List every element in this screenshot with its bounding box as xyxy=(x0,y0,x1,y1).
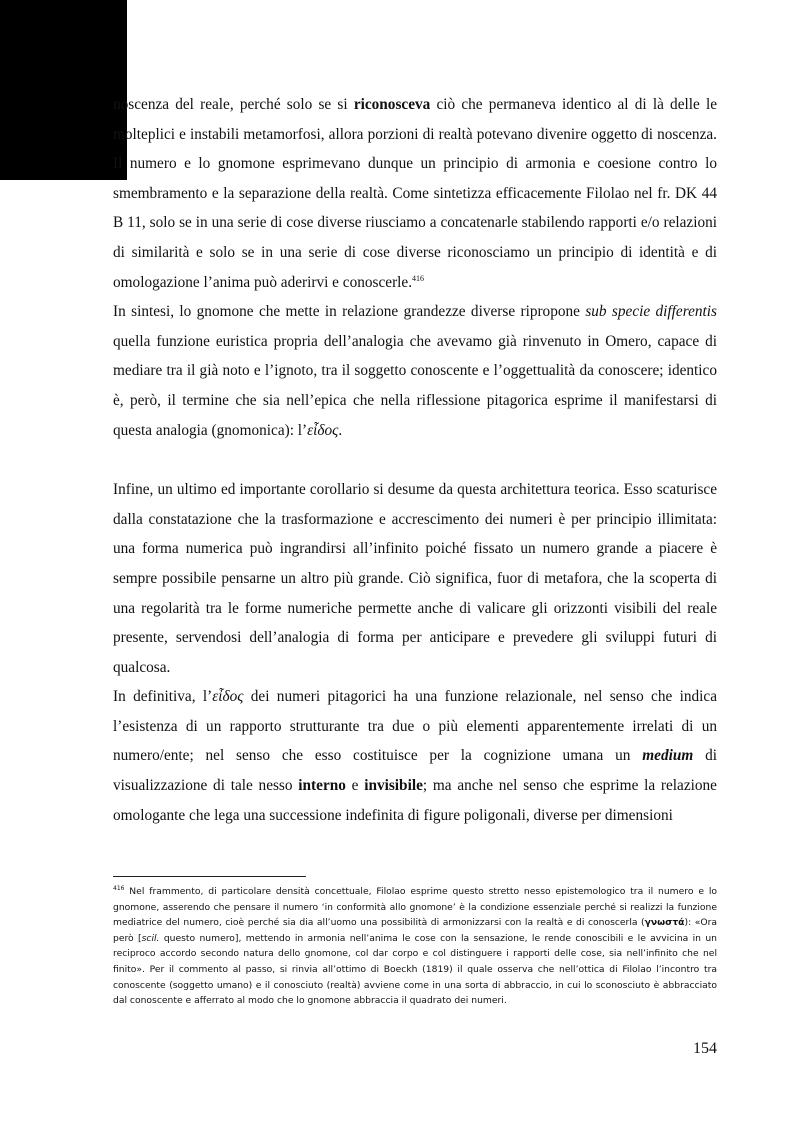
text-run: e xyxy=(345,777,365,795)
footnote-416 xyxy=(113,884,717,1009)
text-run: noscenza del reale, perché solo se si xyxy=(113,96,354,113)
text-run: Infine, un ultimo ed importante corollario si desume da questa architettura teorica. Esso scaturisce dalla constatazione che la trasformazione e accrescimento dei numeri è per principio illimitata: una forma numerica può ingrandirsi all’infinito poiché fissato un numero grande a piacere è sempre possibile pensarne un altro più grande. Ciò significa, fuor di metafora, che la scoperta di una regolarità tra le forme numeriche permette anche di valicare gli orizzonti visibili del reale presente, servendosi dell’analogia di forma per anticipare e prevedere gli sviluppi futuri di qualcosa. xyxy=(113,481,717,676)
text-run: quella funzione euristica propria dell’analogia che avevamo già rinvenuto in Omero, capace di mediare tra il già noto e l’ignoto, tra il soggetto conoscente e l’oggettualità da conoscere; identico è, però, il termine che sia nell’epica che nella riflessione pitagorica esprime il manifestarsi di questa analogia (gnomonica): l’ xyxy=(113,332,717,439)
bold-italic-text xyxy=(642,747,693,764)
text-run: In sintesi, lo gnomone che mette in relazione grandezze diverse ripropone xyxy=(113,303,586,321)
paragraph-1 xyxy=(113,90,717,297)
text-run: ciò che permaneva identico al di là delle le molteplici e instabili metamorfosi, allora porzioni di realtà potevano divenire oggetto di noscenza. Il numero e lo gnomone esprimevano dunque un principio di armonia e coesione contro lo smembramento e la separazione della realtà. Come sintetizza efficacemente Filolao nel fr. DK 44 B 11, solo se in una serie di cose diverse riusciamo a concatenarle stabilendo rapporti e/o relazioni di similarità e solo se in una serie di cose diverse riconosciamo un principio di identità e di omologazione l’anima può aderirvi e conoscerle. xyxy=(113,96,717,291)
text-run: ; ma anche nel senso che esprime la relazione omologante che lega una successione indefinita di figure poligonali, diverse per dimensioni xyxy=(113,777,717,824)
black-corner-block xyxy=(0,0,127,180)
bold-text: interno xyxy=(298,777,346,795)
main-text xyxy=(113,90,717,830)
paragraph-2 xyxy=(113,297,717,445)
text-run: questo numero], mettendo in armonia nell’anima le cose con la sensazione, le rende conoscibili e le avvicina in un reciproco accordo secondo natura dello gnomone, col dar corpo e col distinguere i rapporti delle cose, sia nell’infinito che nel finito». Per il commento al passo, si rinvia all’ottimo di Boeckh (1819) il quale osserva che nell’ottica di Filolao l’incontro tra conoscente (soggetto umano) e il conosciuto (realtà) avviene come in una sorta di abbraccio, in cui lo sconosciuto è abbracciato dal conoscente e afferrato al modo che lo gnomone abbraccia il quadrato dei numeri. xyxy=(113,932,717,1007)
text-run: dei numeri pitagorici ha una funzione relazionale, nel senso che indica l’esistenza di un rapporto strutturante tra due o più elementi apparentemente irrelati di un numero/ente; nel senso che esso costituisce per la cognizione umana un xyxy=(113,688,717,765)
text-run: ): «Ora però [ xyxy=(113,917,717,944)
footnote-ref: 416 xyxy=(412,273,425,283)
bold-text: invisibile xyxy=(364,777,423,795)
bold-text: γνωστά xyxy=(644,917,685,929)
text-run: . xyxy=(338,421,343,439)
italic-text: εἶδος xyxy=(307,421,339,439)
italic-text: sub specie differentis xyxy=(585,303,717,321)
paragraph-4 xyxy=(113,682,717,830)
text-run: di visualizzazione di tale nesso xyxy=(113,747,717,795)
footnote-separator xyxy=(113,876,306,877)
text-run: Nel frammento, di particolare densità concettuale, Filolao esprime questo stretto nesso epistemologico tra il numero e lo gnomone, asserendo che pensare il numero ‘in conformità allo gnomone’ è la condizione essenziale perché si realizzi la funzione mediatrice del numero, cioè perché sia dia all’uomo una possibilità di armonizzarsi con la realtà e di conoscerla ( xyxy=(113,886,717,929)
italic-text: εἶδος xyxy=(212,688,244,706)
page-number: 154 xyxy=(693,1040,717,1057)
footnote-ref: 416 xyxy=(113,884,125,892)
emphasis-text: medium xyxy=(642,747,694,765)
bold-text: riconosceva xyxy=(353,96,431,113)
text-run: In definitiva, l’ xyxy=(113,688,213,706)
italic-text: scil. xyxy=(141,932,160,944)
paragraph-3 xyxy=(113,475,717,682)
